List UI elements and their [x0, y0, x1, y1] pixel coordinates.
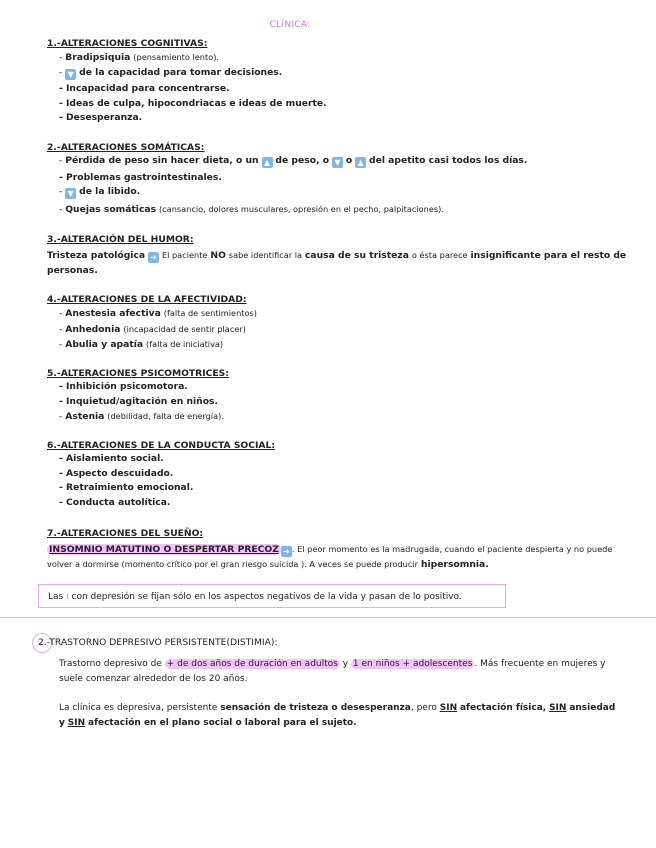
list-item: [59, 204, 637, 215]
highlight: INSOMNIO MATUTINO O DESPERTAR PRECOZ: [49, 544, 279, 555]
arrow-right-icon: ➜: [148, 252, 159, 263]
note: (incapacidad de sentir placer): [123, 323, 246, 334]
list-item: [59, 339, 637, 350]
list-item: - Aspecto descuidado.: [59, 469, 637, 479]
section-heading: 4.-ALTERACIONES DE LA AFECTIVIDAD:: [47, 294, 247, 305]
note: (falta de iniciativa): [146, 339, 224, 350]
note: (debilidad, falta de energía).: [107, 411, 224, 422]
text: afectación física,: [459, 703, 547, 713]
arrow-down-icon: ▼: [65, 69, 76, 80]
term: Anestesia afectiva: [65, 308, 161, 319]
list-item: - Aislamiento social.: [59, 454, 637, 464]
list-item: - Retraimiento emocional.: [59, 483, 637, 493]
section-social: [47, 440, 637, 512]
text: sabe identificar la: [228, 250, 303, 260]
paragraph: [47, 248, 637, 278]
list-item: - Ideas de culpa, hipocondriacas e ideas de muerte.: [59, 99, 637, 109]
text: con depresión se fijan sólo en los aspectos negativos de la vida y pasan de lo positivo.: [71, 592, 462, 602]
text: Las: [48, 592, 64, 602]
list-item: - Desesperanza.: [59, 113, 637, 123]
person-icon: ⁞: [66, 592, 69, 601]
list-item: [59, 52, 637, 63]
note: (pensamiento lento).: [133, 52, 220, 62]
term: Tristeza patológica: [47, 250, 146, 261]
text: El paciente: [161, 250, 208, 260]
paragraph: [47, 542, 622, 572]
page-title: CLÍNICA:: [269, 20, 311, 30]
term: Astenia: [65, 411, 105, 423]
text: La clínica es depresiva, persistente: [59, 703, 218, 713]
highlight: + de dos años de duración en adultos: [166, 659, 338, 669]
text: hipersomnia.: [420, 559, 489, 570]
section-heading: 5.-ALTERACIONES PSICOMOTRICES:: [47, 368, 229, 379]
text: del apetito casi todos los días.: [369, 155, 528, 166]
list-item: - Conducta autolítica.: [59, 498, 637, 508]
text: NO: [210, 250, 226, 261]
text: o ésta parece: [411, 250, 468, 260]
term: Bradipsiquia: [65, 52, 131, 63]
text: , pero: [410, 703, 437, 713]
list-item: - Inquietud/agitación en niños.: [59, 397, 637, 407]
highlight: 1 en niños + adolescentes: [352, 659, 473, 669]
list-item: [59, 68, 637, 80]
note: (cansancio, dolores musculares, opresión en el pecho, palpitaciones).: [158, 203, 444, 214]
section-psychomotor: [47, 368, 637, 427]
text: . El peor momento es la madrugada, cuando el paciente despierta y no puede volver a dormirse (momento crítico por el gran riesgo suicida ). A veces se puede producir: [47, 544, 613, 569]
list-item: [59, 308, 637, 319]
list-item: [59, 324, 637, 335]
text: Trastorno depresivo de: [59, 659, 162, 669]
section-mood: [47, 234, 637, 278]
list-item: [59, 187, 637, 199]
term: Abulia y apatía: [65, 339, 144, 351]
paragraph: [59, 701, 619, 731]
text: sensación de tristeza o desesperanza: [220, 703, 411, 713]
section-heading: 1.-ALTERACIONES COGNITIVAS:: [47, 38, 208, 49]
text: ansiedad y: [59, 703, 616, 728]
note: (falta de sentimientos): [163, 308, 257, 318]
section-affect: [47, 294, 637, 355]
list-item: - Inhibición psicomotora.: [59, 382, 637, 392]
text: y: [342, 659, 349, 669]
list-item: [59, 156, 637, 168]
text: insignificante para el resto de personas.: [47, 250, 627, 276]
list-item: - Problemas gastrointestinales.: [59, 173, 637, 183]
arrow-down-icon: ▼: [332, 157, 343, 168]
arrow-down-icon: ▼: [65, 188, 76, 199]
term: Anhedonia: [65, 323, 121, 335]
text: SIN: [549, 703, 567, 713]
section-heading: 6.-ALTERACIONES DE LA CONDUCTA SOCIAL:: [47, 440, 276, 451]
note-box: [38, 584, 506, 608]
text: de peso, o: [275, 155, 330, 166]
arrow-up-icon: ▲: [355, 157, 366, 168]
section-heading: 2.-ALTERACIONES SOMÁTICAS:: [47, 142, 205, 153]
section-somatic: [47, 142, 637, 219]
list-item: - Incapacidad para concentrarse.: [59, 84, 637, 94]
text: afectación en el plano social o laboral para el sujeto.: [88, 718, 357, 728]
section-title: 2.-TRASTORNO DEPRESIVO PERSISTENTE(DISTIMIA):: [38, 637, 278, 648]
divider: [0, 617, 656, 618]
section-heading: 7.-ALTERACIONES DEL SUEÑO:: [47, 528, 204, 539]
text: o: [345, 155, 353, 166]
text: de la capacidad para tomar decisiones.: [79, 66, 283, 78]
text: SIN: [439, 703, 458, 713]
term: Quejas somáticas: [65, 203, 157, 215]
paragraph: [59, 657, 619, 687]
text: causa de su tristeza: [304, 250, 409, 261]
section-cognitive: [47, 38, 637, 128]
section-heading: 3.-ALTERACIÓN DEL HUMOR:: [47, 234, 194, 245]
arrow-right-icon: ➜: [281, 546, 292, 557]
text: Pérdida de peso sin hacer dieta, o un: [65, 155, 259, 166]
text: SIN: [67, 718, 86, 728]
list-item: [59, 411, 637, 422]
text: . Más frecuente en mujeres y suele comenzar alrededor de los 20 años.: [59, 659, 606, 684]
section-sleep: [47, 528, 622, 572]
text: de la libido.: [79, 186, 141, 198]
arrow-up-icon: ▲: [262, 157, 273, 168]
